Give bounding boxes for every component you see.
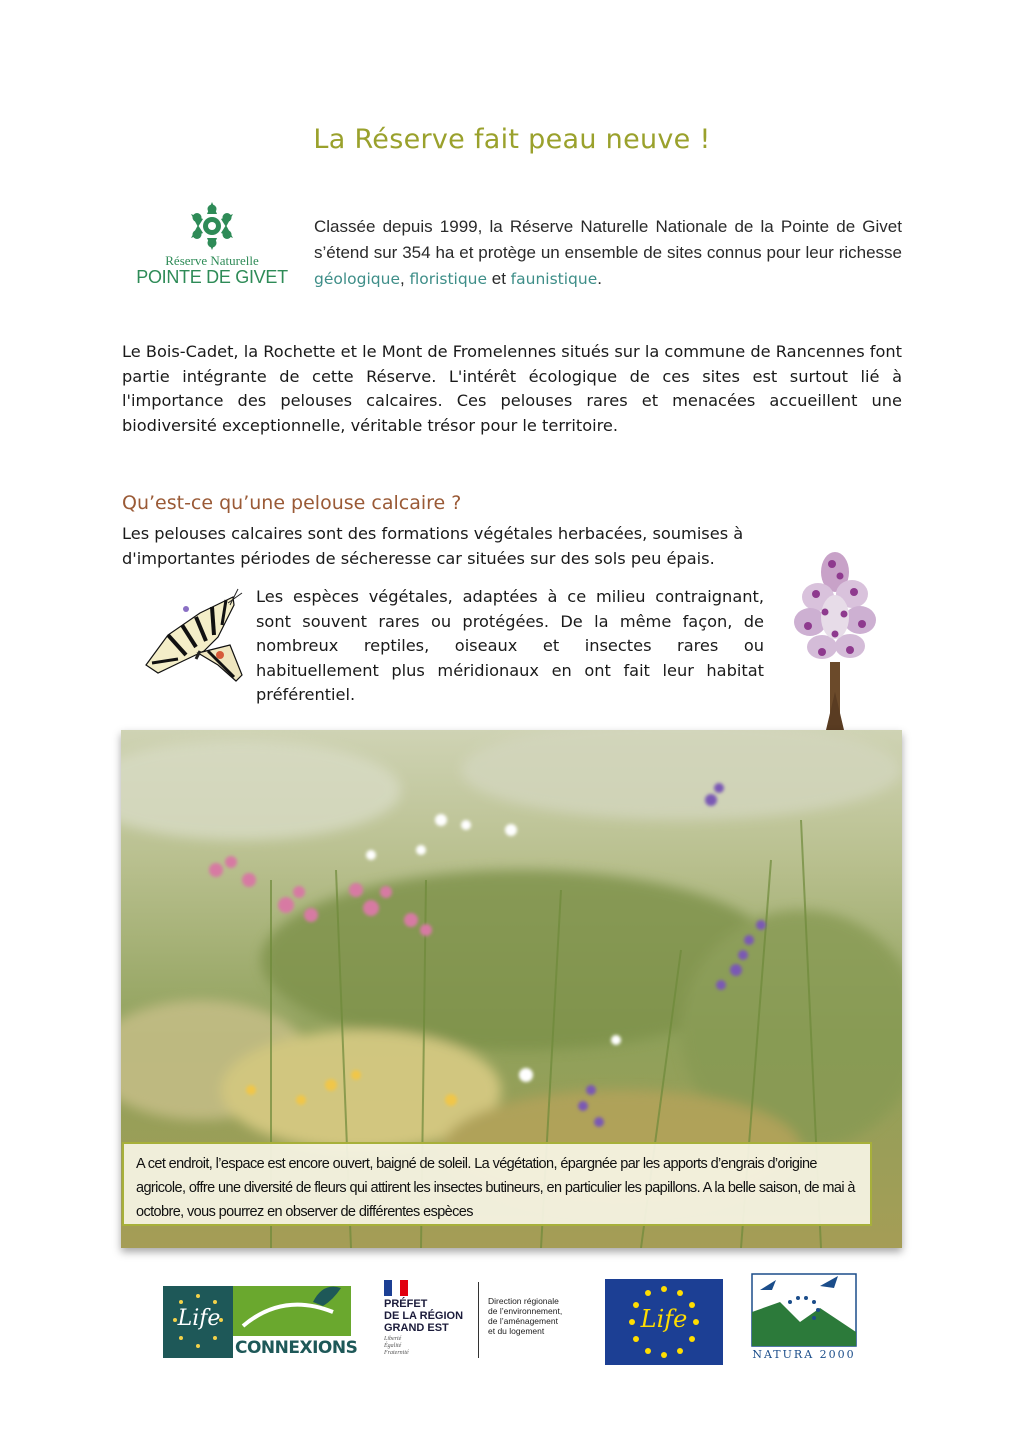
dreal-line1: Direction régionale [488,1296,559,1306]
green-star-flower-icon [186,200,238,252]
natura-2000-logo [750,1272,858,1362]
prefet-line1: PRÉFET [384,1298,428,1310]
photo-caption: A cet endroit, l’espace est encore ouvert, baigné de soleil. La végétation, épargnée par les apports d’engrais d’origine agricole, offre une diversité de fleurs qui attirent les insectes butineurs, en particulier les papillons. A la belle saison, de mai à octobre, vous pourrez en observer de différentes espèces [122,1142,872,1226]
section-paragraph-1: Les pelouses calcaires sont des formations végétales herbacées, soumises à d'importantes périodes de sécheresse car situées sur des sols peu épais. [122,524,744,568]
devise-fraternite: Fraternité [384,1350,409,1356]
life-connexions-life: Life [177,1306,221,1331]
natura-2000-graphic [750,1272,858,1348]
reserve-logo [134,200,290,290]
intro-sep2: et [487,269,511,288]
sites-paragraph: Le Bois-Cadet, la Rochette et le Mont de Fromelennes situés sur la commune de Rancennes font partie intégrante de cette Réserve. L'intérêt écologique de ces sites est surtout lié à l'importance des pelouses calcaires. Ces pelouses rares et menacées accueillent une biodiversité exceptionnelle, véritable trésor pour le territoire. [122,342,902,435]
marianne-icon [384,1280,408,1296]
devise-egalite: Égalité [384,1343,402,1349]
prefet-line2: DE LA RÉGION [384,1310,464,1322]
prefet-region-logo [384,1280,584,1360]
orchid-image [780,542,890,730]
eu-life-logo [605,1279,723,1365]
natura-2000-text: NATURA 2000 [752,1348,856,1361]
intro-sep1: , [400,269,410,288]
keyword-faunistique: faunistique [510,270,598,288]
section-paragraph-2: Les espèces végétales, adaptées à ce milieu contraignant, sont souvent rares ou protégées. De la même façon, de nombreux reptiles, oiseaux et insectes rares ou habituellement plus méridionaux en ont fait leur habitat préférentiel. [256,587,764,704]
reserve-logo-line2: POINTE DE GIVET [136,267,288,287]
intro-text: Classée depuis 1999, la Réserve Naturelle Nationale de la Pointe de Givet s’étend sur 354 ha et protège un ensemble de sites connus pour leur richesse [314,217,902,262]
keyword-geologique: géologique [314,270,400,288]
dreal-line2: de l’environnement, [488,1306,563,1316]
prefet-divider [478,1282,479,1358]
devise-liberte: Liberté [384,1336,402,1342]
swallowtail-butterfly-image [138,585,250,685]
intro-end: . [597,269,602,288]
prefet-line3: GRAND EST [384,1322,449,1334]
life-connexions-name: CONNEXIONS [235,1338,358,1358]
reserve-logo-line1: Réserve Naturelle [165,253,259,268]
dreal-line4: et du logement [488,1326,545,1336]
section-heading: Qu’est-ce qu’une pelouse calcaire ? [122,492,462,514]
dreal-line3: de l’aménagement [488,1316,558,1326]
eu-life-text: Life [640,1305,688,1333]
page-title: La Réserve fait peau neuve ! [313,124,711,155]
keyword-floristique: floristique [409,270,488,288]
intro-paragraph [314,214,902,292]
life-connexions-logo [163,1282,358,1364]
